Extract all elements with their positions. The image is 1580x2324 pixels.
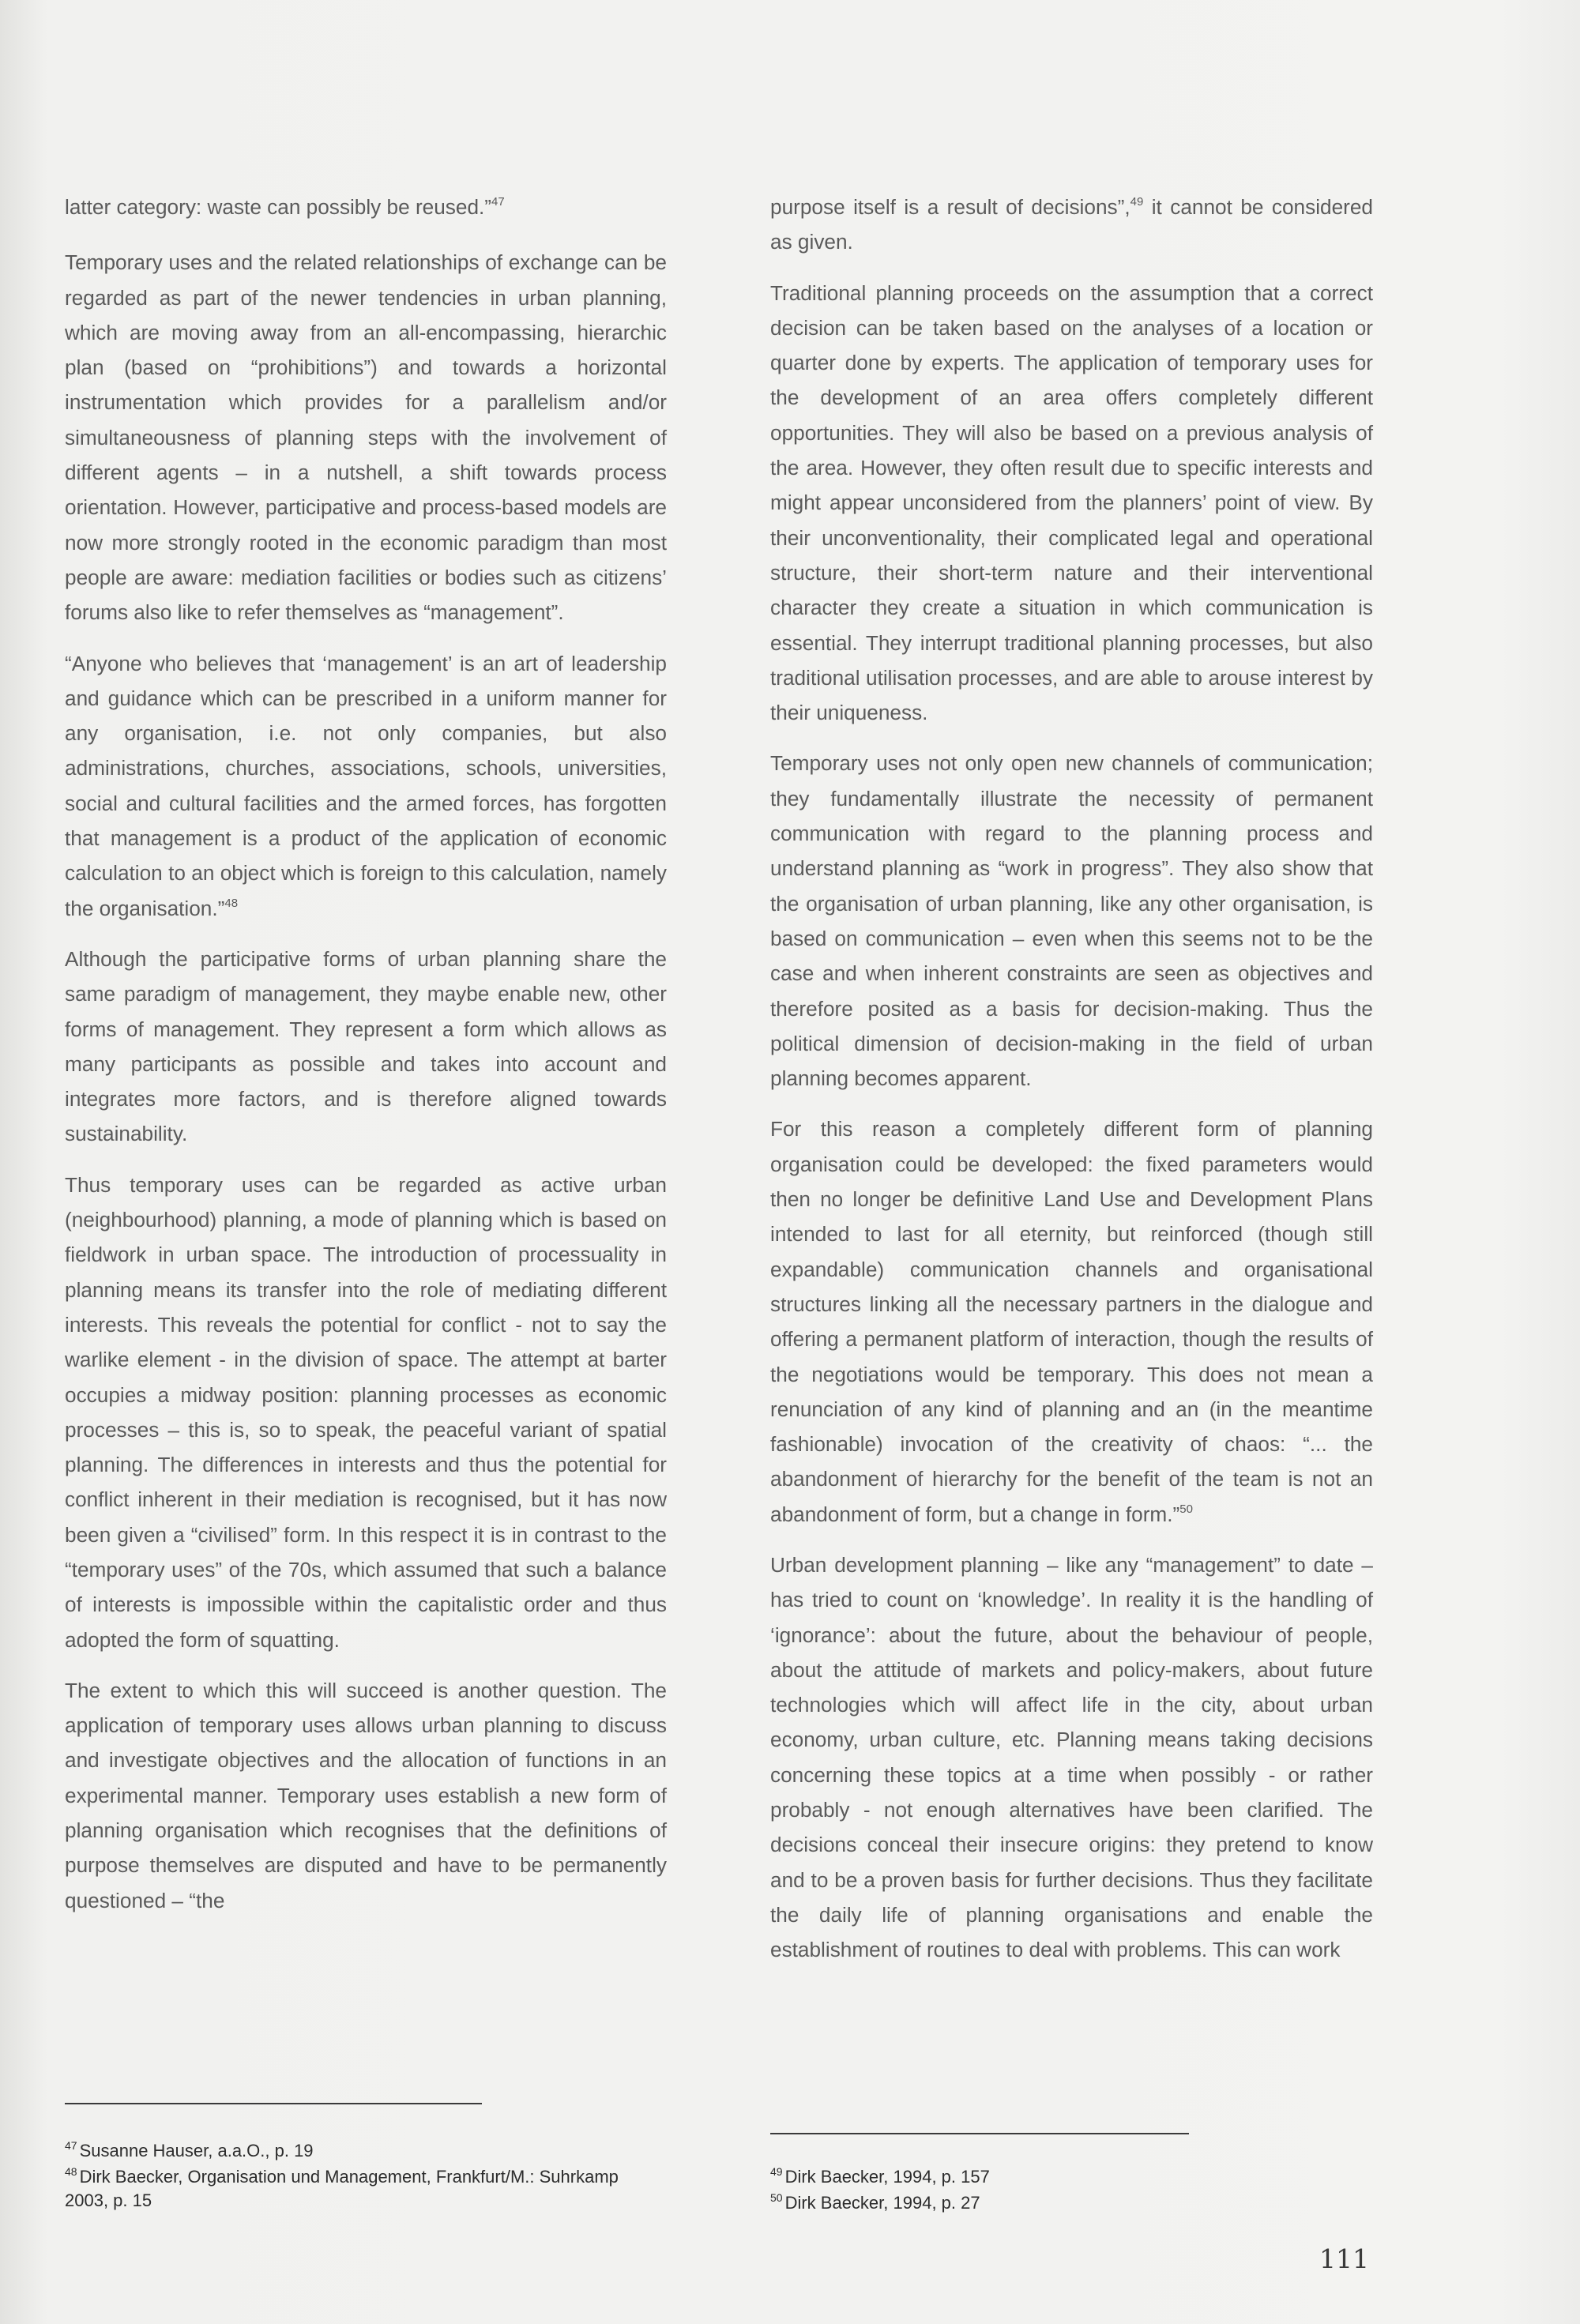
footnote: $^{47}$ Susanne Hauser, a.a.O., p. 19	[65, 2139, 314, 2160]
paragraph: The extent to which this will succeed is another question. The application of temporary uses allows urban planning to discuss and investigate objectives and the allocation of functions in an experimental manner. Temporary uses establish a new form of planning organisation which recognises that the definitions of purpose themselves are disputed and have to be permanently questioned – “the	[65, 1678, 667, 1912]
footnotes-left	[65, 2139, 667, 2215]
footnote-ref: 47	[491, 195, 505, 209]
footnote-divider	[770, 2133, 1189, 2134]
footnotes-right	[770, 2165, 1372, 2217]
footnote: $^{50}$ Dirk Baecker, 1994, p. 27	[770, 2191, 980, 2213]
quote-paragraph: “Anyone who believes that ‘management’ is an art of leadership and guidance which can be prescribed in a uniform manner for any organisation, i.e. not only companies, but also administrations, churches, associations, schools, universities, social and cultural facilities and the armed forces, has forgotten that management is a product of the application of economic calculation to an object which is foreign to this calculation, namely the organisation.”$^{48}$	[65, 651, 667, 920]
right-column	[770, 190, 1373, 1984]
paragraph: Traditional planning proceeds on the assumption that a correct decision can be taken based on the analyses of a location or quarter done by experts. The application of temporary uses for the development of an area offers completely different opportunities. They will also be based on a previous analysis of the area. However, they often result due to specific interests and might appear unconsidered from the planners’ point of view. By their unconventionality, their complicated legal and operational structure, their short-term nature and their interventional character they create a situation in which communication is essential. They interrupt traditional planning processes, but also traditional utilisation processes, and are able to arouse interest by their uniqueness.	[770, 280, 1373, 725]
footnote: $^{48}$ Dirk Baecker, Organisation und Management, Frankfurt/M.: Suhrkamp 2003, p. 15	[65, 2165, 619, 2210]
paragraph: purpose itself is a result of decisions”,$^{49}$ it cannot be considered as given.	[770, 195, 1373, 254]
paragraph: For this reason a completely different form of planning organisation could be developed: the fixed parameters would then no longer be definitive Land Use and Development Plans intended to last for all eternity, but reinforced (though still expandable) communication channels and organisational structures linking all the necessary partners in the dialogue and offering a permanent platform of interaction, though the results of the negotiations would be temporary. This does not mean a renunciation of any kind of planning and an (in the meantime fashionable) invocation of the creativity of chaos: “... the abandonment of hierarchy for the benefit of the team is not an abandonment of form, but a change in form.”$^{50}$	[770, 1117, 1373, 1526]
paragraph: Thus temporary uses can be regarded as active urban (neighbourhood) planning, a mode of planning which is based on fieldwork in urban space. The introduction of processuality in planning means its transfer into the role of mediating different interests. This reveals the potential for conflict - not to say the warlike element - in the division of space. The attempt at barter occupies a midway position: planning processes as economic processes – this is, so to speak, the peaceful variant of spatial planning. The differences in interests and thus the potential for conflict inherent in their mediation is recognised, but it has now been given a “civilised” form. In this respect it is in contrast to the “temporary uses” of the 70s, which assumed that such a balance of interests is impossible within the capitalistic order and thus adopted the form of squatting.	[65, 1172, 667, 1652]
paragraph: Temporary uses and the related relationships of exchange can be regarded as part of the newer tendencies in urban planning, which are moving away from an all-encompassing, hierarchic plan (based on “prohibitions”) and towards a horizontal instrumentation which provides for a parallelism and/or simultaneousness of planning steps with the involvement of different agents – in a nutshell, a shift towards process orientation. However, participative and process-based models are now more strongly rooted in the economic paradigm than most people are aware: mediation facilities or bodies such as citizens’ forums also like to refer themselves as “management”.	[65, 250, 667, 625]
paragraph: Although the participative forms of urban planning share the same paradigm of management, they maybe enable new, other forms of management. They represent a form which allows as many participants as possible and takes into account and integrates more factors, and is therefore aligned towards sustainability.	[65, 946, 667, 1146]
paragraph: Urban development planning – like any “management” to date – has tried to count on ‘knowledge’. In reality it is the handling of ‘ignorance’: about the future, about the behaviour of people, about the attitude of markets and policy-makers, about future technologies which will affect life in the city, about urban economy, urban culture, etc. Planning means taking decisions concerning these topics at a time when possibly - or rather probably - not enough alternatives have been clarified. The decisions conceal their insecure origins: they pretend to know and to be a proven basis for further decisions. Thus they facilitate the daily life of planning organisations and enable the establishment of routines to deal with problems. This can work	[770, 1552, 1373, 1962]
footnote-ref: 49	[1130, 195, 1144, 209]
left-column	[65, 190, 667, 1934]
footnote-divider	[65, 2103, 482, 2104]
paragraph: latter category: waste can possibly be reused.”$^{47}$	[65, 195, 505, 219]
footnote-ref: 48	[224, 896, 239, 910]
paragraph: Temporary uses not only open new channels of communication; they fundamentally illustrate the necessity of permanent communication with regard to the planning process and understand planning as “work in progress”. They also show that the organisation of urban planning, like any other organisation, is based on communication – even when this seems not to be the case and when inherent constraints are seen as objectives and therefore posited as a basis for decision-making. Thus the political dimension of decision-making in the field of urban planning becomes apparent.	[770, 751, 1373, 1091]
page-number: 111	[1319, 2243, 1369, 2274]
footnote: $^{49}$ Dirk Baecker, 1994, p. 157	[770, 2165, 990, 2187]
footnote-ref: 50	[1179, 1502, 1193, 1516]
